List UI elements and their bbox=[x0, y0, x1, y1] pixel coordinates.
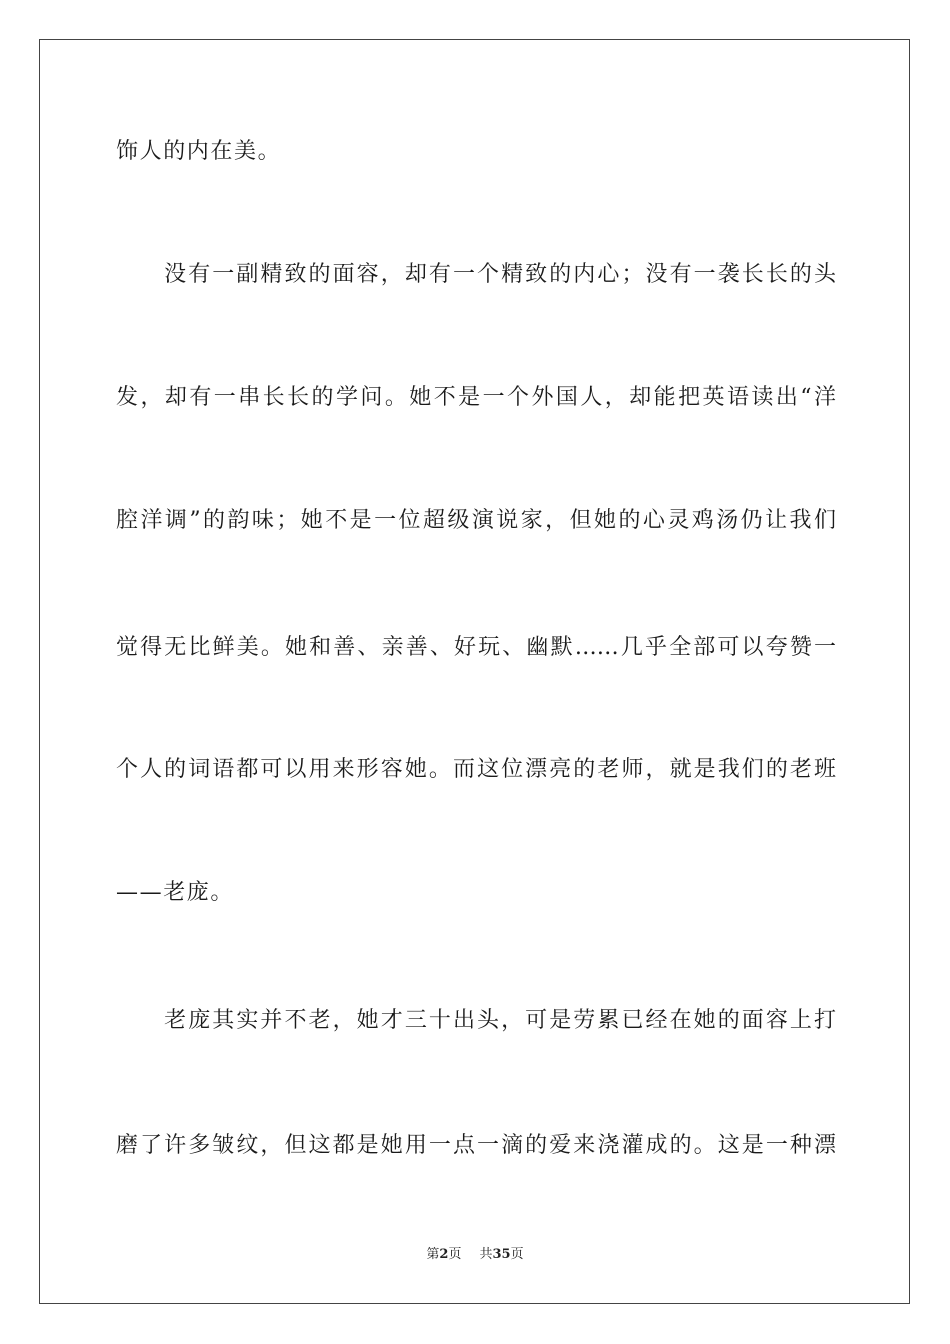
text-line-4: 腔洋调”的韵味；她不是一位超级演说家，但她的心灵鸡汤仍让我们 bbox=[116, 508, 836, 533]
text-line-2: 没有一副精致的面容，却有一个精致的内心；没有一袭长长的头 bbox=[116, 262, 836, 287]
total-suffix: 页 bbox=[510, 1247, 524, 1262]
text-line-9: 磨了许多皱纹，但这都是她用一点一滴的爱来浇灌成的。这是一种漂 bbox=[116, 1133, 836, 1158]
page-prefix: 第 bbox=[426, 1247, 440, 1262]
total-prefix: 共 bbox=[479, 1247, 493, 1262]
text-line-6: 个人的词语都可以用来形容她。而这位漂亮的老师，就是我们的老班 bbox=[116, 757, 836, 782]
page-footer bbox=[0, 1246, 950, 1264]
page-border bbox=[39, 39, 910, 1304]
page-suffix: 页 bbox=[448, 1247, 462, 1262]
text-line-1: 饰人的内在美。 bbox=[116, 139, 282, 164]
text-line-7: ——老庞。 bbox=[116, 880, 235, 905]
text-line-3: 发，却有一串长长的学问。她不是一个外国人，却能把英语读出“洋 bbox=[116, 385, 836, 410]
total-pages: 35 bbox=[492, 1247, 511, 1262]
text-line-8: 老庞其实并不老，她才三十出头，可是劳累已经在她的面容上打 bbox=[116, 1008, 836, 1033]
text-line-5: 觉得无比鲜美。她和善、亲善、好玩、幽默……几乎全部可以夸赞一 bbox=[116, 635, 836, 660]
page-number: 2 bbox=[439, 1247, 449, 1262]
